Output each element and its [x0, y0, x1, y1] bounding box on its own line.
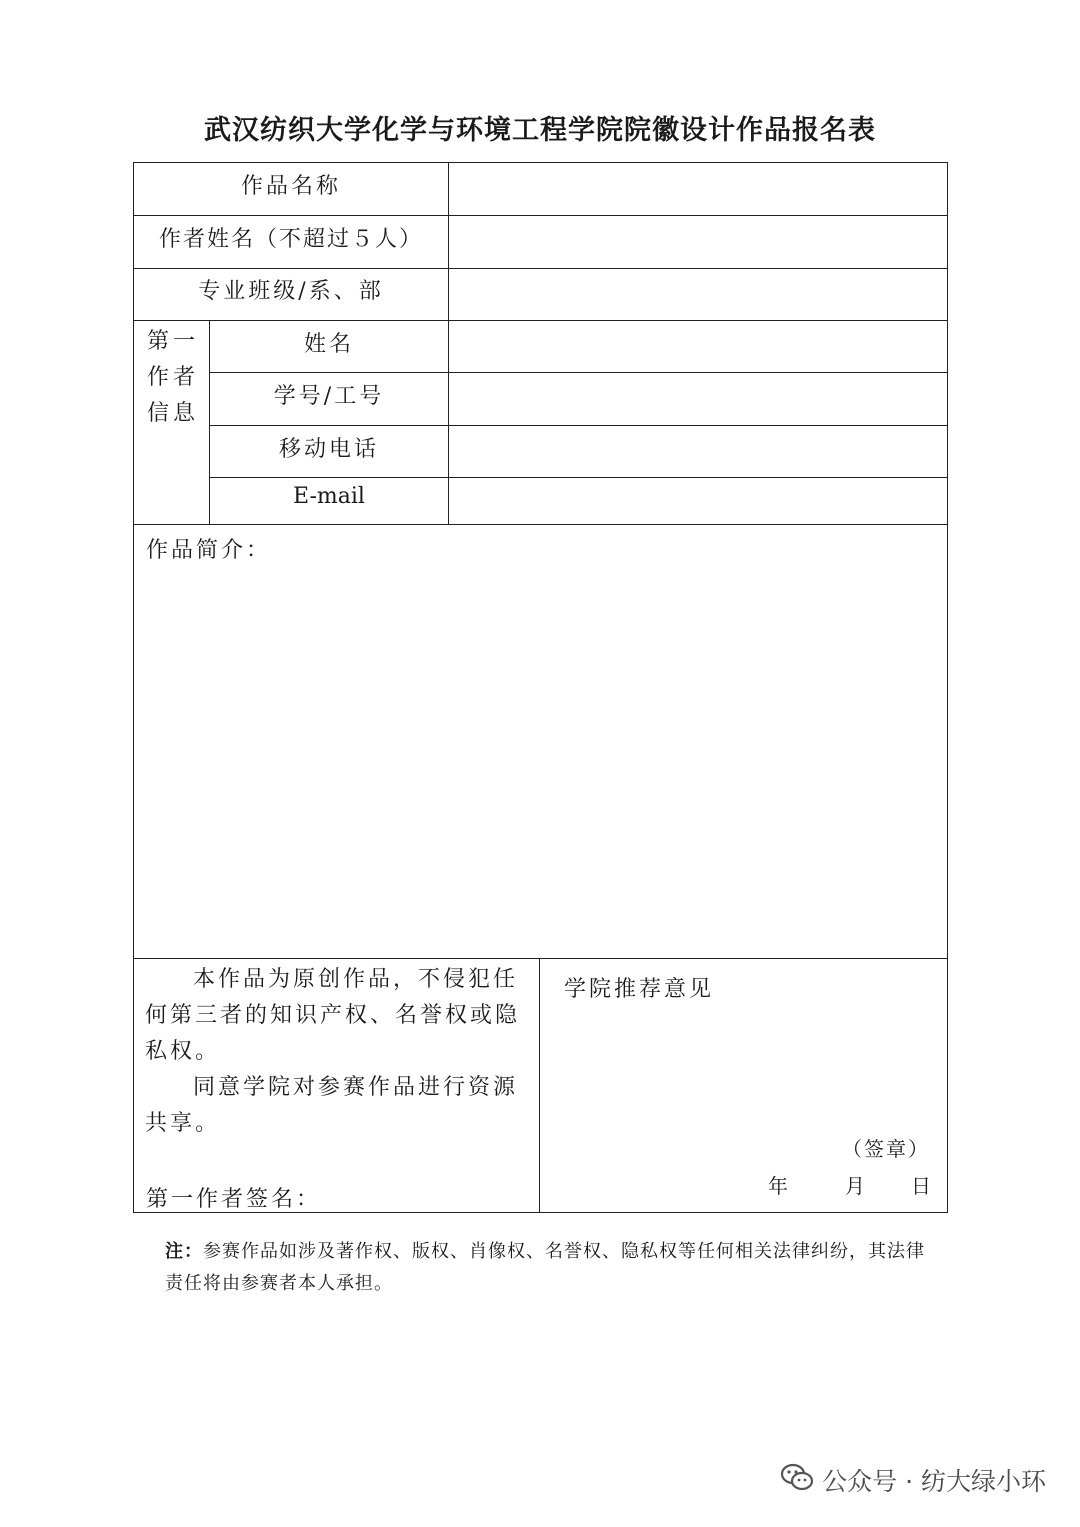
- mobile-field[interactable]: [450, 427, 947, 476]
- signature-label: 第一作者签名：: [146, 1187, 322, 1212]
- work-intro-field[interactable]: [135, 568, 947, 956]
- student-id-field[interactable]: [450, 374, 947, 424]
- author-names-field[interactable]: [450, 217, 947, 267]
- note-prefix: 注：: [165, 1241, 203, 1262]
- wechat-icon: [780, 1462, 814, 1498]
- row-divider: [209, 372, 947, 373]
- college-recommendation-label: 学院推荐意见: [564, 977, 715, 1002]
- first-author-name-label: 姓名: [303, 332, 354, 357]
- work-name-label: 作品名称: [240, 174, 341, 199]
- declaration-originality: 本作品为原创作品，不侵犯任何第三者的知识产权、名誉权或隐私权。: [145, 967, 521, 1064]
- college-recommendation-field[interactable]: [544, 1008, 944, 1128]
- registration-form-table: [133, 162, 948, 1213]
- row-divider: [134, 524, 947, 525]
- column-divider: [539, 958, 540, 1212]
- first-author-name-field[interactable]: [450, 322, 947, 371]
- watermark-text: 公众号 · 纺大绿小环: [822, 1467, 1046, 1496]
- declaration-text: [145, 962, 533, 1142]
- declaration-sharing: 同意学院对参赛作品进行资源共享。: [145, 1075, 519, 1136]
- seal-label: （签章）: [842, 1137, 930, 1161]
- row-divider: [134, 320, 947, 321]
- first-author-group-label: 第一 作者 信息: [147, 329, 200, 426]
- student-id-label: 学号/工号: [273, 384, 385, 409]
- legal-note: [165, 1236, 925, 1300]
- form-title: 武汉纺织大学化学与环境工程学院院徽设计作品报名表: [204, 115, 876, 146]
- date-day-label: 日: [911, 1174, 934, 1198]
- mobile-label: 移动电话: [278, 437, 379, 462]
- date-year-label: 年: [768, 1174, 791, 1198]
- note-text: 参赛作品如涉及著作权、版权、肖像权、名誉权、隐私权等任何相关法律纠纷，其法律责任将由参赛者本人承担。: [165, 1241, 925, 1294]
- row-divider: [134, 958, 947, 959]
- date-month-label: 月: [845, 1174, 868, 1198]
- author-names-label: 作者姓名（不超过５人）: [158, 227, 423, 252]
- major-class-label: 专业班级/系、部: [198, 279, 384, 304]
- work-intro-label: 作品简介：: [146, 538, 272, 563]
- row-divider: [209, 477, 947, 478]
- major-class-field[interactable]: [450, 270, 947, 319]
- row-divider: [134, 215, 947, 216]
- signature-field[interactable]: [309, 1173, 534, 1209]
- row-divider: [134, 268, 947, 269]
- row-divider: [209, 425, 947, 426]
- work-name-field[interactable]: [450, 164, 947, 214]
- column-divider: [448, 163, 449, 524]
- email-field[interactable]: [450, 479, 947, 523]
- email-label: E-mail: [293, 484, 365, 509]
- watermark: [780, 1462, 1046, 1498]
